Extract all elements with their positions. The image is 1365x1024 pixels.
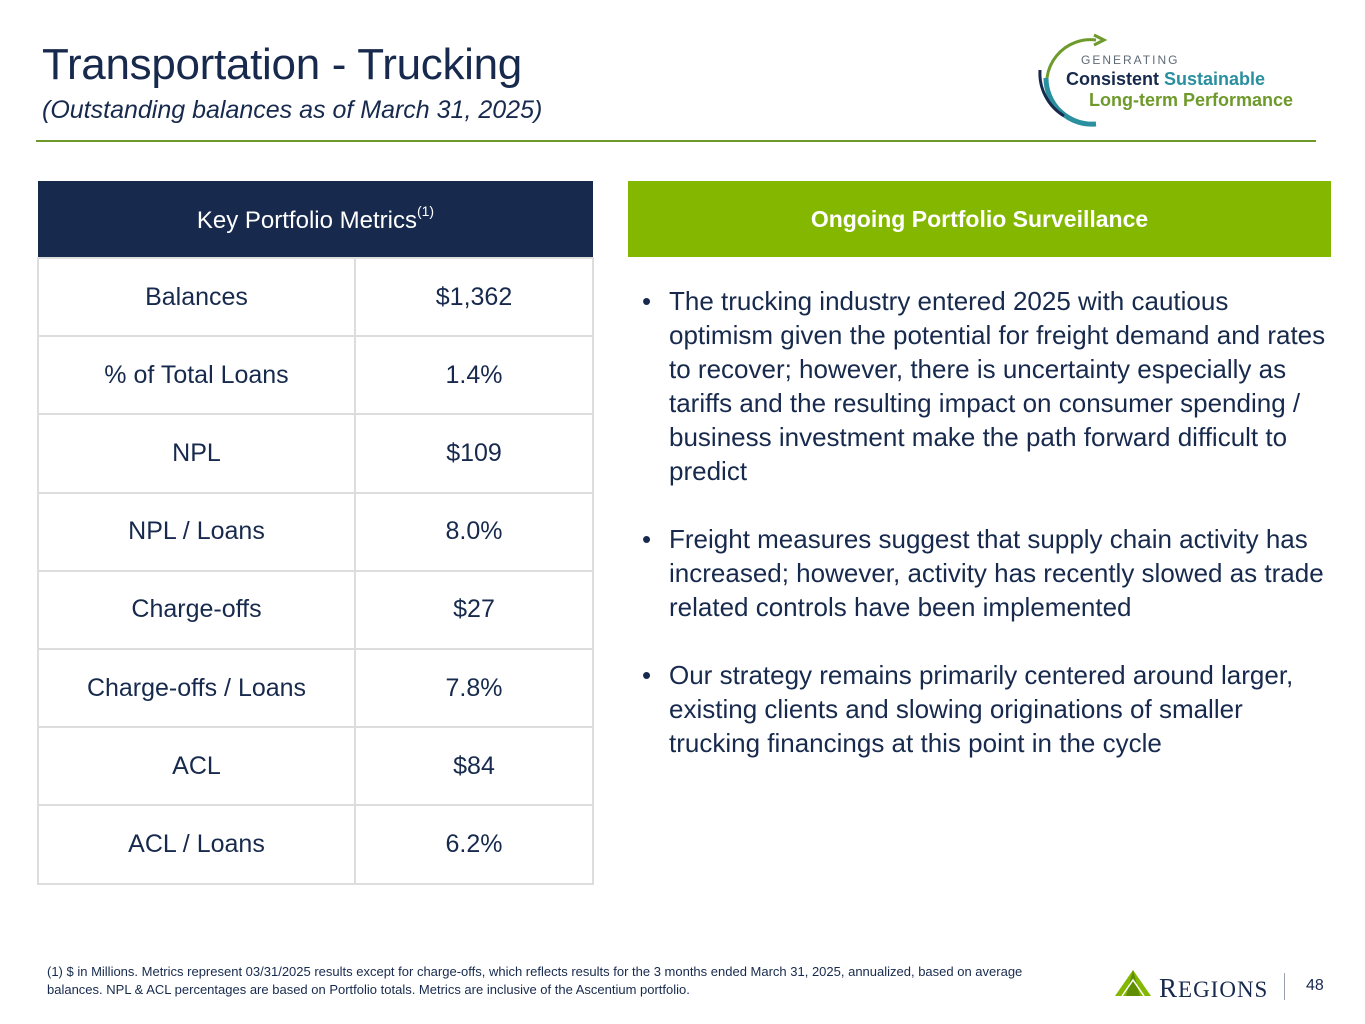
wordmark-initial: R [1159,973,1179,1003]
metric-label: Charge-offs / Loans [38,649,355,727]
metric-label: NPL [38,414,355,492]
metric-value: 7.8% [355,649,593,727]
logo-sustainable: Sustainable [1164,69,1266,89]
table-row [38,727,593,805]
metric-value: $84 [355,727,593,805]
bullet-text: Freight measures suggest that supply chain activity has increased; however, activity has recently slowed as trade related controls have been implemented [669,524,1324,622]
logo-line-2: Long-term Performance [1089,90,1294,110]
surveillance-header: Ongoing Portfolio Surveillance [628,181,1331,257]
footer-separator [1284,973,1285,1000]
surveillance-bullet-list [642,284,1337,794]
bullet-icon: • [642,660,652,690]
logo-consistent: Consistent [1066,69,1160,89]
campaign-logo [1034,28,1324,128]
metric-value: $27 [355,571,593,649]
table-header-row [38,181,593,258]
metric-label: Balances [38,258,355,336]
metric-label: ACL [38,727,355,805]
table-row [38,649,593,727]
bullet-icon: • [642,286,652,316]
page-subtitle: (Outstanding balances as of March 31, 2025) [42,96,543,124]
footnote-marker: (1) [416,203,435,219]
key-metrics-table [37,181,594,885]
table-header-label: Key Portfolio Metrics [196,207,417,234]
logo-generating-text: GENERATING [1081,53,1180,67]
table-row [38,336,593,414]
bullet-icon: • [642,524,652,554]
table-row [38,493,593,571]
regions-logo [1113,968,1288,1003]
regions-wordmark [1159,973,1268,1004]
metric-value: $1,362 [355,258,593,336]
page-title: Transportation - Trucking [42,40,522,89]
metric-label: ACL / Loans [38,805,355,883]
pyramid-icon [1113,968,1153,998]
bullet-text: Our strategy remains primarily centered around larger, existing clients and slowing originations of smaller trucking financings at this point in the cycle [669,660,1294,758]
table-row [38,571,593,649]
logo-line-1 [1066,69,1265,90]
metric-label: % of Total Loans [38,336,355,414]
metric-label: NPL / Loans [38,493,355,571]
table-header [38,181,593,258]
metric-value: 6.2% [355,805,593,883]
table-row [38,258,593,336]
metric-value: 1.4% [355,336,593,414]
page-number: 48 [1306,977,1324,994]
wordmark-rest: EGIONS [1178,977,1269,1002]
metric-value: $109 [355,414,593,492]
list-item [642,284,1337,488]
metric-label: Charge-offs [38,571,355,649]
list-item [642,658,1337,760]
metric-value: 8.0% [355,493,593,571]
list-item [642,522,1337,624]
table-row [38,414,593,492]
table-row [38,805,593,883]
footnote: (1) $ in Millions. Metrics represent 03/31/2025 results except for charge-offs, which reflects results for the 3 months ended March 31, 2025, annualized, based on average balances. NPL & ACL percentages are based on Portfolio totals. Metrics are inclusive of the Ascentium portfolio. [47,964,1023,997]
bullet-text: The trucking industry entered 2025 with cautious optimism given the potential for freight demand and rates to recover; however, there is uncertainty especially as tariffs and the resulting impact on consumer spending / business investment make the path forward difficult to predict [669,286,1326,486]
header-divider [36,140,1316,142]
